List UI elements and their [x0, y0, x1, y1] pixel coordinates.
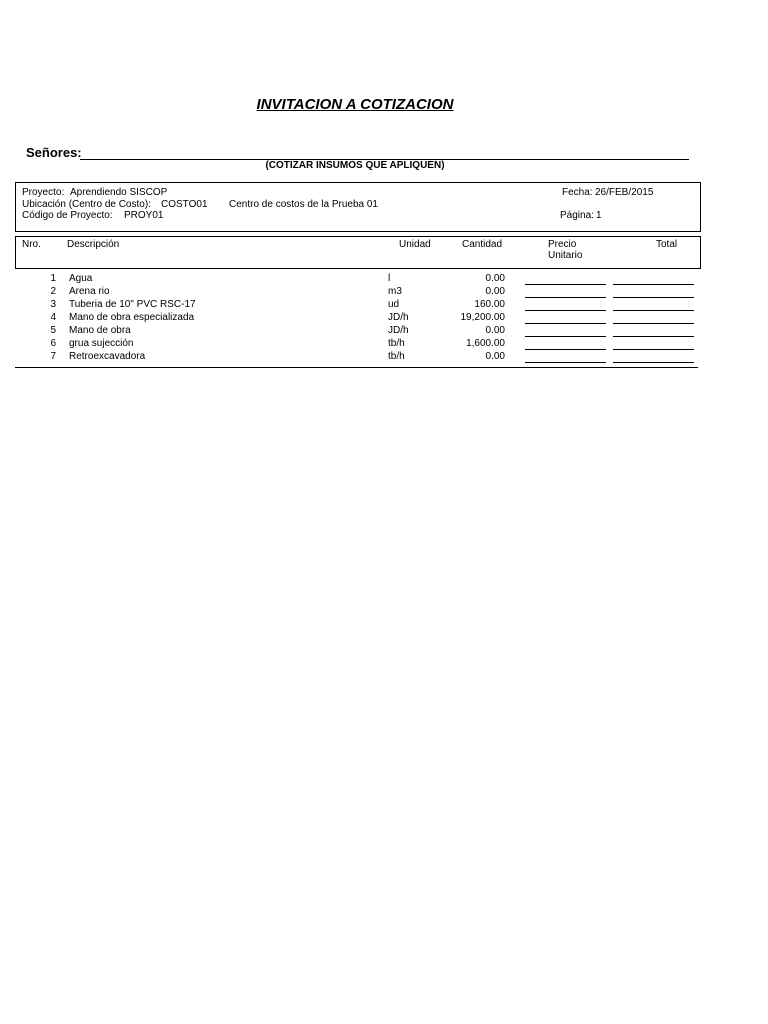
proyecto-label: Proyecto: [22, 187, 65, 198]
pagina-value: 1 [596, 210, 602, 221]
header-cantidad: Cantidad [462, 239, 503, 250]
row-cantidad: 0.00 [485, 273, 505, 284]
table-row [0, 286, 768, 299]
table-row [0, 351, 768, 364]
row-descripcion: Tuberia de 10" PVC RSC-17 [69, 299, 196, 310]
table-row [0, 299, 768, 312]
total-blank[interactable] [613, 310, 694, 311]
row-nro: 4 [50, 312, 56, 323]
row-unidad: l [388, 273, 391, 284]
row-descripcion: Arena rio [69, 286, 110, 297]
row-unidad: tb/h [388, 351, 405, 362]
row-descripcion: Retroexcavadora [69, 351, 146, 362]
table-header [15, 236, 701, 269]
pagina-label: Página: [560, 210, 594, 221]
precio-unitario-blank[interactable] [525, 349, 606, 350]
row-cantidad: 0.00 [485, 286, 505, 297]
codigo-value: PROY01 [124, 210, 164, 221]
header-unitario: Unitario [548, 250, 583, 261]
table-row [0, 325, 768, 338]
row-nro: 2 [50, 286, 56, 297]
header-precio: Precio [548, 239, 577, 250]
row-cantidad: 160.00 [474, 299, 505, 310]
row-cantidad: 1,600.00 [466, 338, 505, 349]
fecha-label: Fecha: [562, 187, 593, 198]
ubicacion-label: Ubicación (Centro de Costo): [22, 199, 151, 210]
table-row [0, 338, 768, 351]
precio-unitario-blank[interactable] [525, 310, 606, 311]
row-nro: 1 [50, 273, 56, 284]
table-row [0, 273, 768, 286]
precio-unitario-blank[interactable] [525, 284, 606, 285]
total-blank[interactable] [613, 336, 694, 337]
row-nro: 6 [50, 338, 56, 349]
row-descripcion: Agua [69, 273, 93, 284]
total-blank[interactable] [613, 284, 694, 285]
row-nro: 7 [50, 351, 56, 362]
precio-unitario-blank[interactable] [525, 362, 606, 363]
header-unidad: Unidad [399, 239, 431, 250]
proyecto-value: Aprendiendo SISCOP [70, 187, 168, 198]
row-unidad: ud [388, 299, 400, 310]
row-descripcion: Mano de obra [69, 325, 131, 336]
row-descripcion: grua sujección [69, 338, 134, 349]
row-cantidad: 19,200.00 [460, 312, 505, 323]
codigo-label: Código de Proyecto: [22, 210, 113, 221]
header-descripcion: Descripción [67, 239, 120, 250]
header-nro: Nro. [22, 239, 41, 250]
ubicacion-code: COSTO01 [161, 199, 208, 210]
row-cantidad: 0.00 [485, 351, 505, 362]
total-blank[interactable] [613, 349, 694, 350]
page-title: INVITACION A COTIZACION [256, 96, 454, 113]
ubicacion-desc: Centro de costos de la Prueba 01 [229, 199, 378, 210]
fecha-value: 26/FEB/2015 [595, 187, 654, 198]
info-box [15, 182, 701, 232]
row-unidad: m3 [388, 286, 402, 297]
total-blank[interactable] [613, 323, 694, 324]
row-nro: 5 [50, 325, 56, 336]
subtitle: (COTIZAR INSUMOS QUE APLIQUEN) [265, 160, 445, 171]
row-unidad: JD/h [388, 325, 409, 336]
precio-unitario-blank[interactable] [525, 336, 606, 337]
table-bottom-line [15, 367, 698, 368]
total-blank[interactable] [613, 297, 694, 298]
precio-unitario-blank[interactable] [525, 297, 606, 298]
row-nro: 3 [50, 299, 56, 310]
senores-label: Señores: [26, 145, 82, 160]
header-total: Total [656, 239, 678, 250]
row-unidad: JD/h [388, 312, 409, 323]
precio-unitario-blank[interactable] [525, 323, 606, 324]
table-row [0, 312, 768, 325]
row-descripcion: Mano de obra especializada [69, 312, 195, 323]
row-cantidad: 0.00 [485, 325, 505, 336]
row-unidad: tb/h [388, 338, 405, 349]
total-blank[interactable] [613, 362, 694, 363]
